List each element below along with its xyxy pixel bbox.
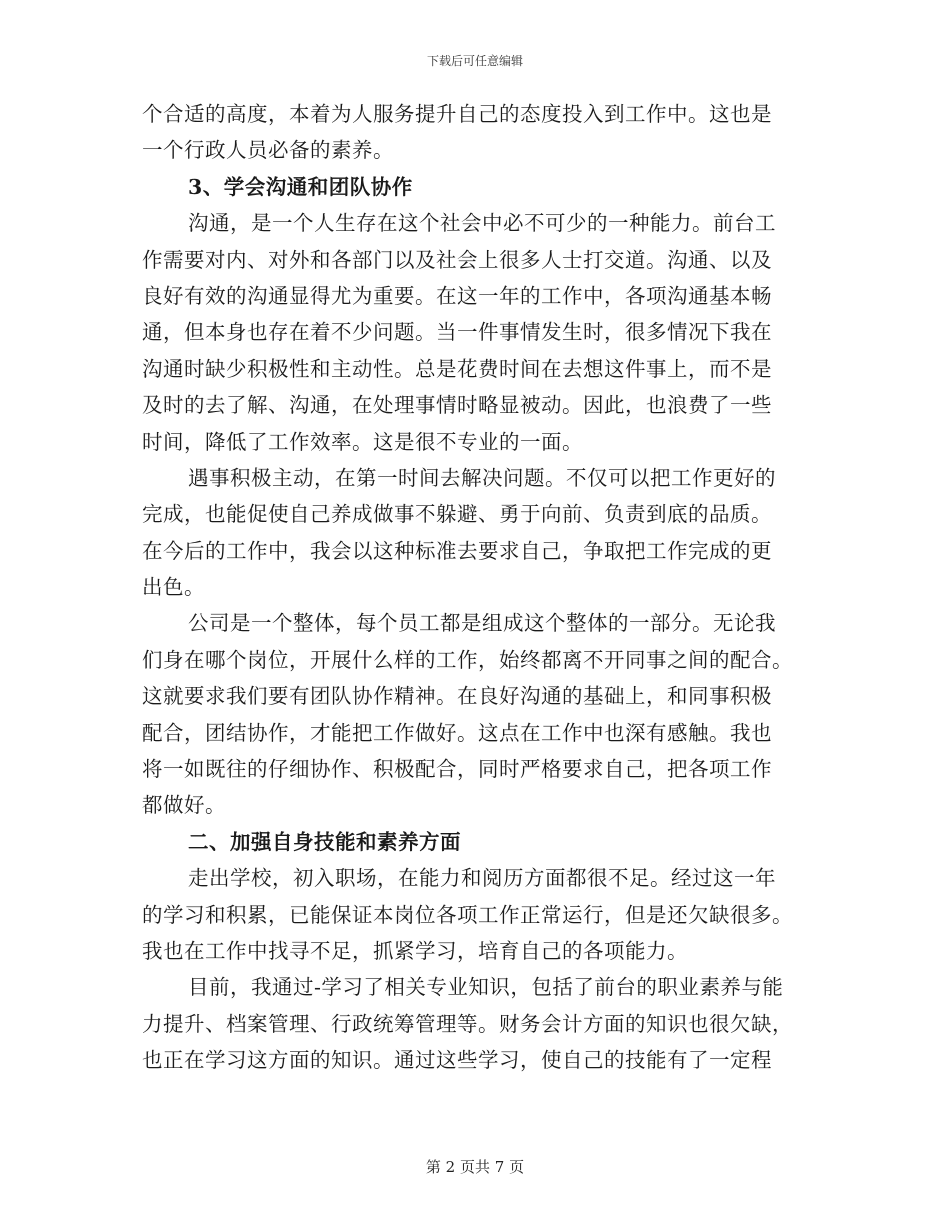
text-line: 通，但本身也存在着不少问题。当一件事情发生时，很多情况下我在	[142, 320, 772, 345]
text-line: 配合，团结协作，才能把工作做好。这点在工作中也深有感触。我也	[142, 720, 772, 745]
text-line: 公司是一个整体，每个员工都是组成这个整体的一部分。无论我	[188, 611, 776, 636]
text-line: 们身在哪个岗位，开展什么样的工作，始终都离不开同事之间的配合。	[142, 647, 793, 672]
text-line: 都做好。	[142, 793, 226, 818]
text-line: 一个行政人员必备的素养。	[142, 138, 394, 163]
document-body	[142, 96, 808, 1079]
text-line: 的学习和积累，已能保证本岗位各项工作正常运行，但是还欠缺很多。	[142, 902, 793, 927]
text-line: 沟通，是一个人生存在这个社会中必不可少的一种能力。前台工	[188, 211, 776, 236]
text-line: 个合适的高度，本着为人服务提升自己的态度投入到工作中。这也是	[142, 102, 772, 126]
section-heading: 3、学会沟通和团队协作	[188, 174, 413, 199]
text-line: 力提升、档案管理、行政统筹管理等。财务会计方面的知识也很欠缺，	[142, 1011, 793, 1036]
text-line: 在今后的工作中，我会以这种标准去要求自己，争取把工作完成的更	[142, 538, 772, 563]
text-line: 良好有效的沟通显得尤为重要。在这一年的工作中，各项沟通基本畅	[142, 283, 772, 308]
text-line: 完成，也能促使自己养成做事不躲避、勇于向前、负责到底的品质。	[142, 502, 772, 527]
section-heading: 二、加强自身技能和素养方面	[188, 829, 461, 854]
text-line: 出色。	[142, 575, 205, 600]
text-line: 沟通时缺少积极性和主动性。总是花费时间在去想这件事上，而不是	[142, 356, 772, 381]
text-line: 将一如既往的仔细协作、积极配合，同时严格要求自己，把各项工作	[142, 757, 772, 782]
text-line: 遇事积极主动，在第一时间去解决问题。不仅可以把工作更好的	[188, 465, 776, 490]
text-line: 目前，我通过-学习了相关专业知识，包括了前台的职业素养与能	[188, 975, 784, 1000]
text-line: 时间，降低了工作效率。这是很不专业的一面。	[142, 429, 583, 454]
text-line: 走出学校，初入职场，在能力和阅历方面都很不足。经过这一年	[188, 866, 776, 891]
text-line: 这就要求我们要有团队协作精神。在良好沟通的基础上，和同事积极	[142, 684, 772, 709]
text-line: 及时的去了解、沟通，在处理事情时略显被动。因此，也浪费了一些	[142, 393, 772, 418]
page-header: 下载后可任意编辑	[426, 54, 523, 68]
text-line: 我也在工作中找寻不足，抓紧学习，培育自己的各项能力。	[142, 938, 688, 963]
text-line: 作需要对内、对外和各部门以及社会上很多人士打交道。沟通、以及	[142, 247, 772, 272]
page-footer: 第 2 页共 7 页	[425, 1158, 525, 1176]
text-line: 也正在学习这方面的知识。通过这些学习，使自己的技能有了一定程	[142, 1048, 772, 1073]
